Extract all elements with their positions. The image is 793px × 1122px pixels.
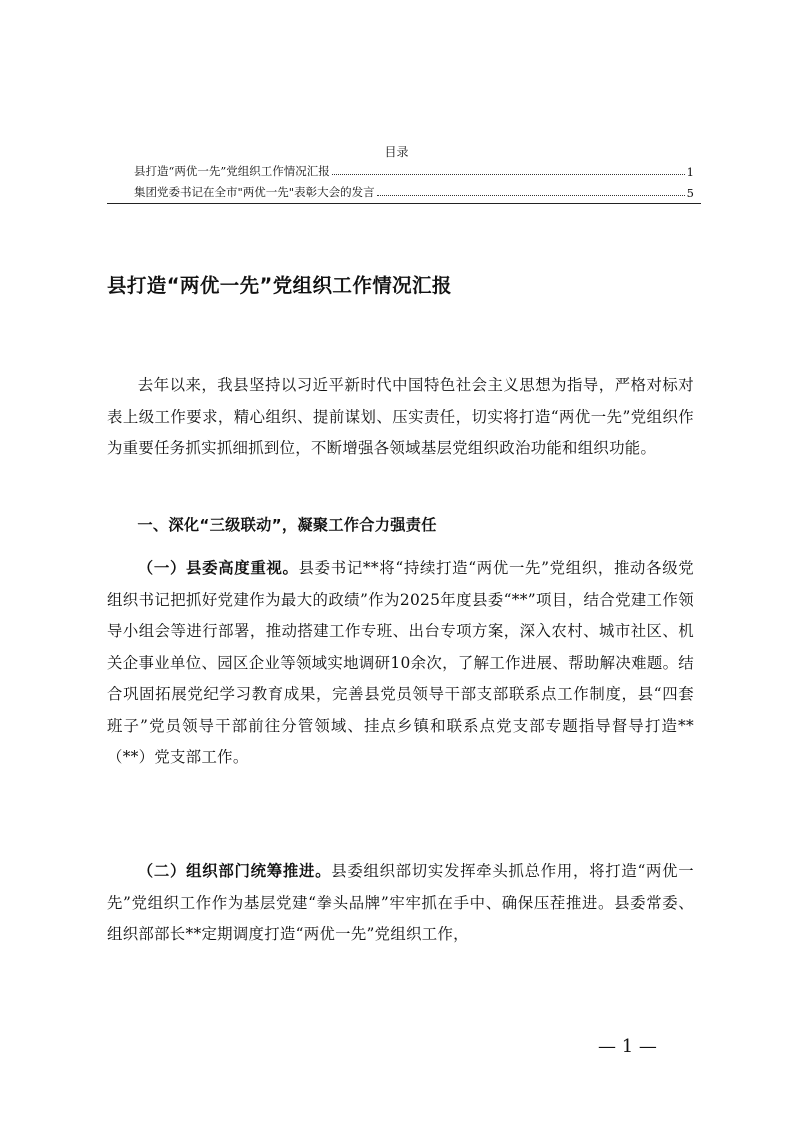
paragraph-organization-dept — [107, 856, 694, 951]
page-number: — 1 — — [598, 1036, 657, 1057]
paragraph-county-committee — [107, 553, 694, 774]
intro-paragraph: 去年以来，我县坚持以习近平新时代中国特色社会主义思想为指导，严格对标对表上级工作要求，精心组织、提前谋划、压实责任，切实将打造“两优一先”党组织作为重要任务抓实抓细抓到位，不断增强各领域基层党组织政治功能和组织功能。 — [107, 376, 694, 457]
toc-entry-page: 1 — [686, 165, 694, 179]
section-heading: 一、深化“三级联动”，凝聚工作合力强责任 — [137, 516, 437, 534]
paragraph-text: 县委书记**将“持续打造“两优一先”党组织，推动各级党组织书记把抓好党建作为最大的政绩”作为2025年度县委“**”项目，结合党建工作领导小组会等进行部署，推动搭建工作专班、出台专项方案，深入农村、城市社区、机关企事业单位、园区企业等领域实地调研10余次，了解工作进展、帮助解决难题。结合巩固拓展党纪学习教育成果，完善县党员领导干部支部联系点工作制度，县“四套班子”党员领导干部前往分管领域、挂点乡镇和联系点党支部专题指导督导打造**（**）党支部工作。 — [107, 559, 694, 766]
toc-entry[interactable] — [134, 182, 694, 200]
toc-entry[interactable] — [134, 161, 694, 179]
paragraph-lead: （一）县委高度重视。 — [137, 559, 299, 577]
toc-entry-text: 集团党委书记在全市"两优一先"表彰大会的发言 — [134, 185, 375, 199]
toc-divider — [107, 203, 701, 204]
document-title: 县打造“两优一先”党组织工作情况汇报 — [107, 274, 452, 297]
toc-dot-leader — [377, 195, 685, 196]
toc-entry-text: 县打造“两优一先”党组织工作情况汇报 — [134, 164, 330, 178]
paragraph-lead: （二）组织部门统筹推进。 — [137, 862, 332, 880]
toc-title: 目录 — [384, 145, 409, 159]
toc-dot-leader — [332, 174, 685, 175]
paragraph-text: 县委组织部切实发挥牵头抓总作用，将打造“两优一先”党组织工作作为基层党建“拳头品牌”牢牢抓在手中、确保压茬推进。县委常委、组织部部长**定期调度打造“两优一先”党组织工作， — [107, 862, 694, 943]
toc-entry-page: 5 — [686, 186, 694, 200]
